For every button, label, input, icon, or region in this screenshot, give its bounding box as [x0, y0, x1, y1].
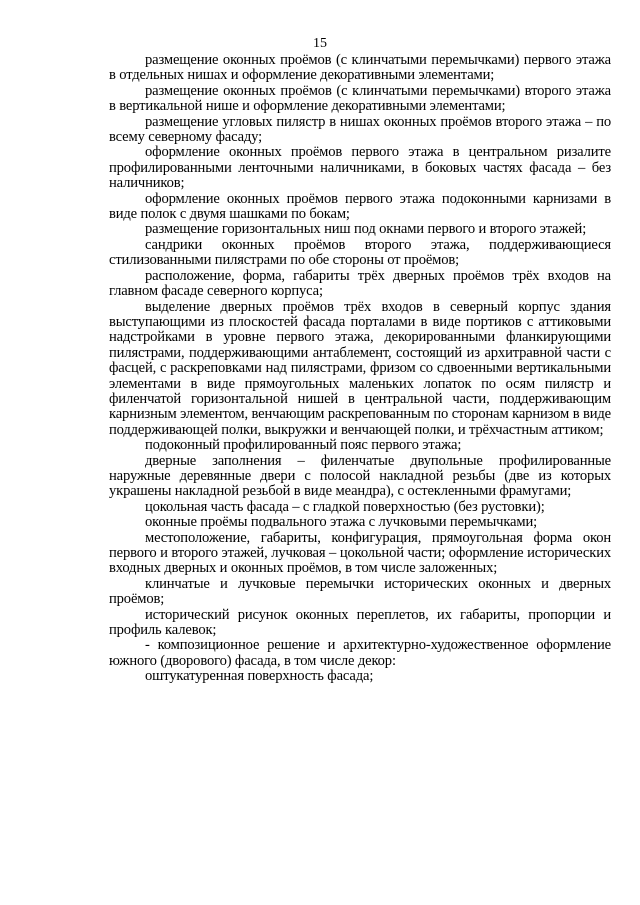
- paragraph: клинчатые и лучковые перемычки исторических оконных и дверных проёмов;: [109, 575, 611, 608]
- paragraph: размещение оконных проёмов (с клинчатыми перемычками) первого этажа в отдельных нишах и оформление декоративными элементами;: [109, 52, 611, 84]
- paragraph: оконные проёмы подвального этажа с лучковыми перемычками;: [145, 514, 538, 531]
- paragraph: оформление оконных проёмов первого этажа подоконными карнизами в виде полок с двумя шашками по бокам;: [109, 190, 611, 223]
- paragraph: сандрики оконных проёмов второго этажа, поддерживающиеся стилизованными пилястрами по обе стороны от проёмов;: [109, 236, 611, 269]
- paragraph: - композиционное решение и архитектурно-художественное оформление южного (дворового) фасада, в том числе декор:: [109, 637, 611, 669]
- paragraph: местоположение, габариты, конфигурация, прямоугольная форма окон первого и второго этажей, лучковая – цокольной части; оформление исторических входных дверных и оконных проёмов, в том числе заложенных;: [109, 529, 611, 577]
- paragraph: размещение оконных проёмов (с клинчатыми перемычками) второго этажа в вертикальной нише и оформление декоративными элементами;: [109, 82, 611, 115]
- paragraph: расположение, форма, габариты трёх дверных проёмов трёх входов на главном фасаде северного корпуса;: [109, 267, 611, 300]
- paragraph: выделение дверных проёмов трёх входов в северный корпус здания выступающими из плоскостей фасада порталами в виде портиков с аттиковыми надстройками в уровне первого этажа, декорированными фланкирующими пилястрами, поддерживающими антаблемент, состоящий из архитравной части с фасцей, с раскреповками над пилястрами, фризом со сдвоенными вертикальными элементами в виде прямоугольных маленьких лопаток по осям пилястр и филенчатой горизонтальной нишей в центральной части, поддерживающим карнизным элементом, венчающим раскрепованным по сторонам карнизом в виде поддерживающей полки, выкружки и венчающей полки, и трёхчастным аттиком;: [109, 298, 611, 438]
- paragraph: размещение горизонтальных ниш под окнами первого и второго этажей;: [145, 221, 587, 238]
- paragraph: размещение угловых пилястр в нишах оконных проёмов второго этажа – по всему северному фасаду;: [109, 113, 611, 146]
- paragraph: подоконный профилированный пояс первого этажа;: [145, 437, 462, 454]
- paragraph: дверные заполнения – филенчатые двупольные профилированные наружные деревянные двери с полосой накладной резьбы (две из которых украшены накладной резьбой в виде меандра), с остекленными фрамугами;: [109, 452, 611, 500]
- paragraph: цокольная часть фасада – с гладкой поверхностью (без рустовки);: [145, 498, 545, 515]
- document-body: [109, 53, 611, 685]
- page-number: 15: [313, 36, 327, 51]
- paragraph: оформление оконных проёмов первого этажа в центральном ризалите профилированными ленточными наличниками, в боковых частях фасада – без наличников;: [109, 144, 611, 192]
- paragraph: исторический рисунок оконных переплетов, их габариты, пропорции и профиль калевок;: [109, 606, 611, 639]
- paragraph: оштукатуренная поверхность фасада;: [145, 668, 374, 685]
